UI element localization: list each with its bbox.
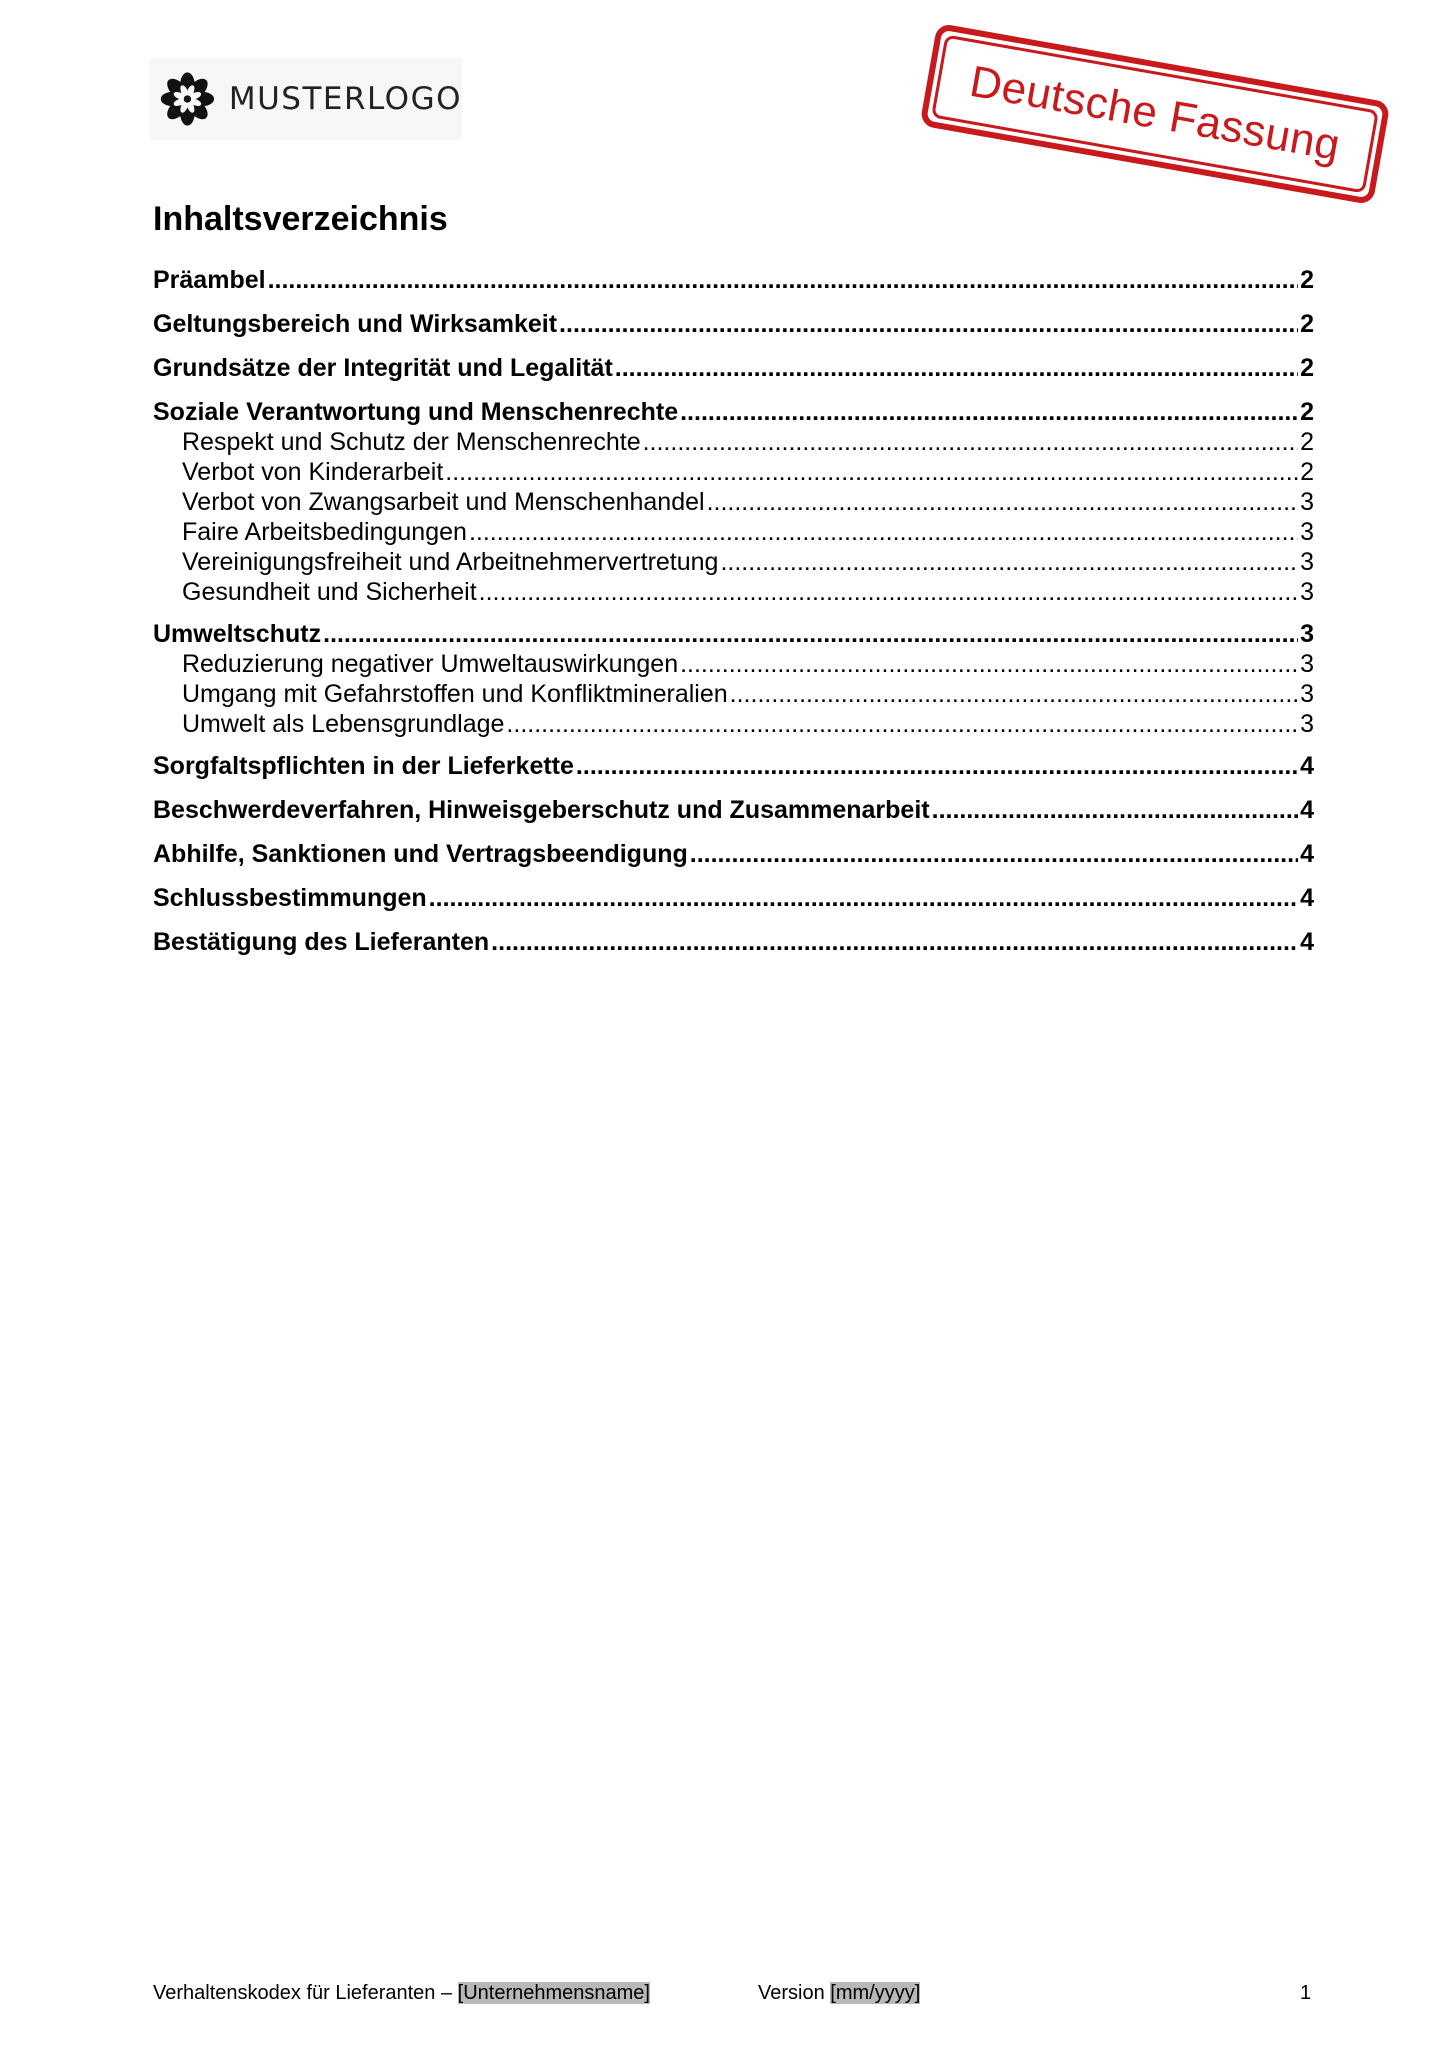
toc-entry-label: Verbot von Zwangsarbeit und Menschenhandel: [182, 488, 705, 516]
toc-dot-leader: [643, 427, 1299, 457]
toc-entry-page: 3: [1300, 680, 1314, 708]
toc-entry[interactable]: [153, 517, 1314, 547]
toc-entry-label: Gesundheit und Sicherheit: [182, 578, 477, 606]
toc-entry-page: 3: [1300, 548, 1314, 576]
lotus-icon: [158, 67, 217, 131]
toc-dot-leader: [730, 679, 1298, 709]
toc-entry[interactable]: [153, 353, 1314, 383]
toc-entry[interactable]: [153, 309, 1314, 339]
toc-entry[interactable]: [153, 427, 1314, 457]
toc-dot-leader: [576, 751, 1298, 781]
footer-version-label: Version: [758, 1982, 831, 2004]
toc-entry-page: 2: [1300, 458, 1314, 486]
toc-entry-page: 3: [1300, 620, 1314, 648]
toc-entry-page: 3: [1300, 488, 1314, 516]
toc-entry[interactable]: [153, 927, 1314, 957]
logo-text: MUSTERLOGO: [228, 81, 462, 117]
footer-document-title: [153, 1982, 650, 2005]
toc-dot-leader: [479, 577, 1298, 607]
toc-entry-page: 3: [1300, 518, 1314, 546]
toc-entry-page: 2: [1300, 310, 1314, 338]
toc-entry[interactable]: [153, 397, 1314, 427]
toc-dot-leader: [707, 487, 1299, 517]
toc-dot-leader: [323, 619, 1298, 649]
toc-dot-leader: [445, 457, 1298, 487]
stamp-text: Deutsche Fassung: [931, 34, 1379, 193]
toc-entry[interactable]: [153, 577, 1314, 607]
toc-entry-page: 3: [1300, 710, 1314, 738]
toc-dot-leader: [268, 265, 1299, 295]
toc-entry[interactable]: [153, 649, 1314, 679]
footer-version: [758, 1982, 920, 2005]
toc-dot-leader: [690, 839, 1298, 869]
toc-entry-label: Soziale Verantwortung und Menschenrechte: [153, 398, 679, 426]
toc-entry-label: Schlussbestimmungen: [153, 884, 427, 912]
toc-entry-page: 2: [1300, 354, 1314, 382]
toc-entry[interactable]: [153, 547, 1314, 577]
language-stamp: [919, 23, 1390, 205]
toc-dot-leader: [469, 517, 1298, 547]
toc-dot-leader: [680, 649, 1298, 679]
toc-entry-page: 4: [1300, 840, 1314, 868]
toc-entry[interactable]: [153, 265, 1314, 295]
toc-entry[interactable]: [153, 619, 1314, 649]
toc-entry-label: Bestätigung des Lieferanten: [153, 928, 490, 956]
toc-dot-leader: [491, 927, 1298, 957]
toc-entry-page: 4: [1300, 752, 1314, 780]
toc-entry[interactable]: [153, 883, 1314, 913]
toc-entry-page: 2: [1300, 428, 1314, 456]
toc-dot-leader: [720, 547, 1298, 577]
toc-entry[interactable]: [153, 839, 1314, 869]
toc-entry-label: Faire Arbeitsbedingungen: [182, 518, 467, 546]
footer-title-text: Verhaltenskodex für Lieferanten –: [153, 1982, 458, 2004]
toc-entry-page: 3: [1300, 650, 1314, 678]
toc-entry-label: Respekt und Schutz der Menschenrechte: [182, 428, 641, 456]
toc-title: Inhaltsverzeichnis: [153, 200, 448, 238]
table-of-contents: [153, 265, 1314, 957]
toc-entry[interactable]: [153, 795, 1314, 825]
toc-entry-label: Umwelt als Lebensgrundlage: [182, 710, 505, 738]
toc-entry-label: Grundsätze der Integrität und Legalität: [153, 354, 613, 382]
toc-entry-label: Umgang mit Gefahrstoffen und Konfliktmineralien: [182, 680, 728, 708]
toc-dot-leader: [429, 883, 1298, 913]
toc-entry[interactable]: [153, 751, 1314, 781]
toc-entry-page: 4: [1300, 928, 1314, 956]
toc-entry[interactable]: [153, 679, 1314, 709]
toc-entry-label: Vereinigungsfreiheit und Arbeitnehmervertretung: [182, 548, 719, 576]
toc-entry-page: 2: [1300, 398, 1314, 426]
company-logo: [150, 58, 462, 140]
toc-entry[interactable]: [153, 487, 1314, 517]
company-name-placeholder: [Unternehmensname]: [457, 1982, 650, 2004]
toc-dot-leader: [615, 353, 1298, 383]
toc-entry-label: Umweltschutz: [153, 620, 322, 648]
toc-entry-label: Präambel: [153, 266, 266, 294]
toc-dot-leader: [559, 309, 1298, 339]
toc-entry-label: Geltungsbereich und Wirksamkeit: [153, 310, 558, 338]
toc-entry-label: Sorgfaltspflichten in der Lieferkette: [153, 752, 574, 780]
toc-dot-leader: [932, 795, 1298, 825]
toc-entry-label: Verbot von Kinderarbeit: [182, 458, 444, 486]
toc-entry-label: Beschwerdeverfahren, Hinweisgeberschutz und Zusammenarbeit: [153, 796, 930, 824]
toc-dot-leader: [506, 709, 1298, 739]
toc-entry-label: Reduzierung negativer Umweltauswirkungen: [182, 650, 679, 678]
toc-dot-leader: [680, 397, 1298, 427]
toc-entry-page: 2: [1300, 266, 1314, 294]
toc-entry-label: Abhilfe, Sanktionen und Vertragsbeendigung: [153, 840, 688, 868]
toc-entry-page: 4: [1300, 796, 1314, 824]
toc-entry[interactable]: [153, 709, 1314, 739]
version-date-placeholder: [mm/yyyy]: [830, 1982, 921, 2004]
toc-entry-page: 4: [1300, 884, 1314, 912]
toc-entry[interactable]: [153, 457, 1314, 487]
toc-entry-page: 3: [1300, 578, 1314, 606]
footer-page-number: 1: [1300, 1982, 1312, 2004]
